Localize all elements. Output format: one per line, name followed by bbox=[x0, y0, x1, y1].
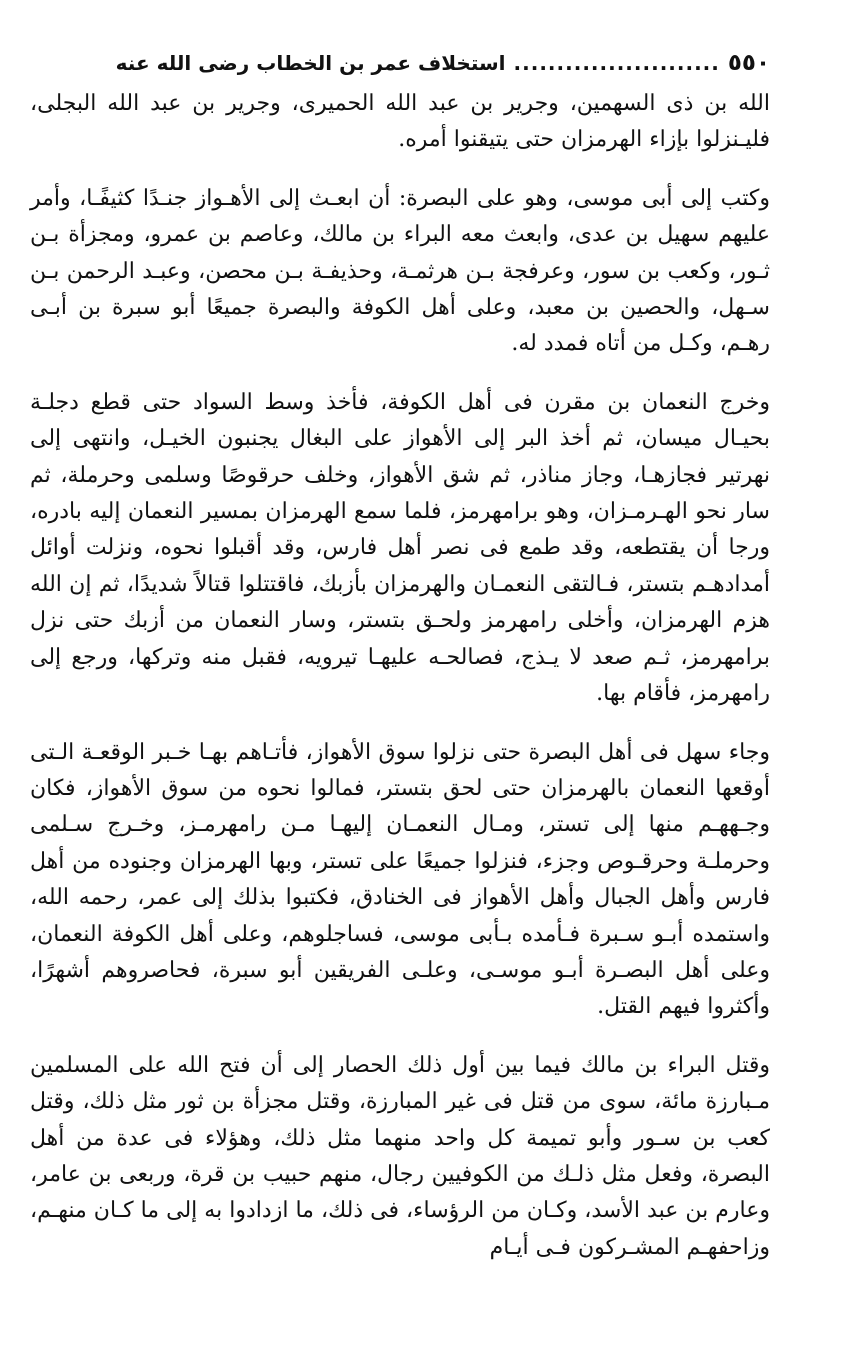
paragraph: وخرج النعمان بن مقرن فى أهل الكوفة، فأخذ وسط السواد حتى قطع دجلـة بحيـال ميسان، ثم أخذ البر إلى الأهواز على البغال يجنبون الخيـل، وانتهى إلى نهرتير فجازهـا، وجاز مناذر، ثم شق الأهواز، وخلف حرقوصًا وسلمى وحرملة، ثم سار نحو الهـرمـزان، وهو برامهرمز، فلما سمع الهرمزان بمسير النعمان إليه بادره، ورجا أن يقتطعه، وقد طمع فى نصر أهل فارس، وقد أقبلوا نحوه، ونزلت أوائل أمدادهـم بتستر، فـالتقى النعمـان والهرمزان بأزبك، فاقتتلوا قتالاً شديدًا، ثم إن الله هزم الهرمزان، وأخلى رامهرمز ولحـق بتستر، وسار النعمان من أزبك حتى نزل برامهرمز، ثـم صعد لا يـذج، فصالحـه عليهـا تيرويه، فقبل منه وتركها، ورجع إلى رامهرمز، فأقام بها. bbox=[30, 389, 770, 707]
paragraph: وجاء سهل فى أهل البصرة حتى نزلوا سوق الأهواز، فأتـاهم بهـا خـبر الوقعـة الـتى أوقعها النعمان بالهرمزان حتى لحق بتستر، فمالوا نحوه من سوق الأهواز، فكان وجـههـم منها إلى تستر، ومـال النعمـان إليهـا مـن رامهرمـز، وخـرج سـلمى وحرملـة وحرقـوص وجزء، فنزلوا جميعًا على تستر، وبها الهرمزان وجنوده من أهل فارس وأهل الجبال وأهل الأهواز فى الخنادق، فكتبوا بذلك إلى عمر، رحمه الله، واستمده أبـو سـبرة فـأمده بـأبى موسى، فساجلوهم، وعلى أهل الكوفة النعمان، وعلى أهل البصـرة أبـو موسـى، وعلـى الفريقين أبو سبرة، فحاصروهم أشهرًا، وأكثروا فيهم القتل. bbox=[30, 739, 770, 1020]
running-header bbox=[30, 48, 770, 82]
page-number: ٥٥٠ bbox=[727, 50, 770, 76]
paragraph: وقتل البراء بن مالك فيما بين أول ذلك الحصار إلى أن فتح الله على المسلمين مـبارزة مائة، سوى من قتل فى غير المبارزة، وقتل مجزأة بن ثور مثل ذلك، وقتل كعب بن سـور وأبو تميمة كل واحد منهما مثل ذلك، وهؤلاء فى عدة من أهل البصرة، وفعل مثل ذلـك من الكوفيين رجال، منهم حبيب بن قرة، وربعى بن عامر، وعارم بن عبد الأسد، وكـان من الرؤساء، فى ذلك، ما ازدادوا به إلى ما كـان منهـم، وزاحفهـم المشـركون فـى أيـام bbox=[30, 1052, 770, 1260]
dot-leader: ........................ bbox=[513, 51, 720, 75]
paragraph: الله بن ذى السهمين، وجرير بن عبد الله الحميرى، وجرير بن عبد الله البجلى، فليـنزلوا بإزاء الهرمزان حتى يتيقنوا أمره. bbox=[30, 91, 770, 153]
chapter-title: استخلاف عمر بن الخطاب رضى الله عنه bbox=[115, 51, 506, 75]
paragraph: وكتب إلى أبى موسى، وهو على البصرة: أن ابعـث إلى الأهـواز جنـدًا كثيفًـا، وأمر عليهم سهيل بن عدى، وابعث معه البراء بن مالك، وعاصم بن عمرو، ومجزأة بـن ثـور، وكعب بن سور، وعرفجة بـن هرثمـة، وحذيفـة بـن محصن، وعبـد الرحمن بـن سـهل، والحصين بن معبد، وعلى أهل الكوفة والبصرة جميعًا أبو سبرة بن أبـى رهـم، وكـل من أتاه فمدد له. bbox=[30, 185, 770, 357]
body-text bbox=[30, 86, 770, 1266]
